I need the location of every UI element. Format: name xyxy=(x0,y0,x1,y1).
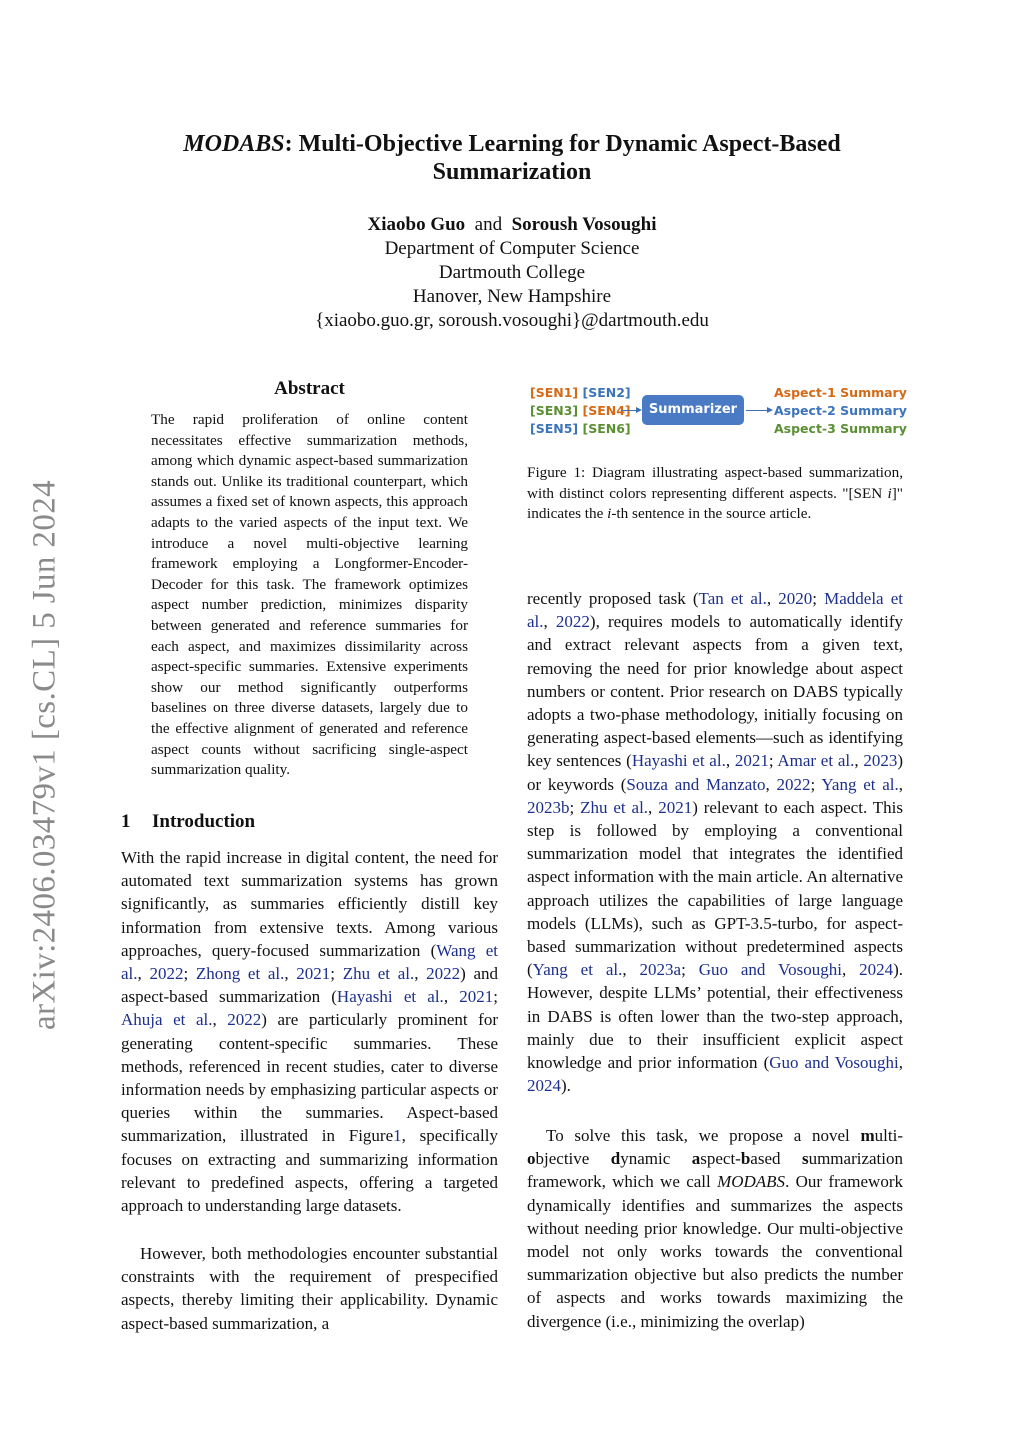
citation-link[interactable]: Guo and Vosoughi xyxy=(698,960,842,980)
aspect-summary-1: Aspect-1 Summary xyxy=(774,385,907,400)
author-1: Xiaobo Guo xyxy=(367,214,466,235)
citation-link[interactable]: 2022 xyxy=(555,612,590,632)
citation-link[interactable]: 2021 xyxy=(734,751,769,771)
sentence-row-2 xyxy=(530,403,631,418)
sentence-tag: [SEN2] xyxy=(582,385,631,400)
summarizer-box: Summarizer xyxy=(642,395,744,425)
title-modabs: MODABS xyxy=(183,131,285,157)
title-line2: Summarization xyxy=(432,159,592,185)
author-names xyxy=(212,213,812,237)
citation-link[interactable]: 2022 xyxy=(149,964,184,984)
citation-link[interactable]: Amar et al. xyxy=(777,751,855,771)
sentence-tag: [SEN6] xyxy=(582,421,631,436)
framework-name: MODABS xyxy=(717,1172,786,1192)
intro-paragraph-1: With the rapid increase in digital content, the need for automated text summarization systems has grown significantly, as summaries efficiently distill key information from extensive texts. Among various approaches, query-focused summarization (Wang et al., 2022; Zhong et al., 2021; Zhu et al., 2022) and aspect-based summarization (Hayashi et al., 2021; Ahuja et al., 2022) are particularly prominent for generating content-specific summaries. These methods, referenced in recent studies, cater to diverse information needs by emphasizing particular aspects or queries within the summaries. Aspect-based summarization, illustrated in Figure1, specifically focuses on extracting and summarizing information relevant to predefined aspects, offering a targeted approach to understanding large datasets. xyxy=(121,848,499,1216)
citation-link[interactable]: Zhu et al. xyxy=(342,964,415,984)
citation-link[interactable]: 2023 xyxy=(863,751,898,771)
section-heading-introduction xyxy=(121,811,255,833)
section-title: Introduction xyxy=(152,811,256,832)
author-2: Soroush Vosoughi xyxy=(511,214,657,235)
citation-link[interactable]: Souza and Manzato xyxy=(626,774,766,794)
citation-link[interactable]: 2024 xyxy=(859,960,894,980)
citation-link[interactable]: 2021 xyxy=(658,797,693,817)
sentence-row-3 xyxy=(530,421,631,436)
sentence-tag: [SEN4] xyxy=(582,403,631,418)
title-main: : Multi-Objective Learning for Dynamic Aspect-Based xyxy=(284,131,841,157)
section-number: 1 xyxy=(121,811,131,832)
citation-link[interactable]: Yang et al. xyxy=(821,774,899,794)
aspect-summary-2: Aspect-2 Summary xyxy=(774,403,907,418)
citation-link[interactable]: 2021 xyxy=(459,987,494,1007)
abstract-heading: Abstract xyxy=(274,378,345,399)
citation-link[interactable]: Guo and Vosoughi xyxy=(769,1053,899,1073)
sentence-tag: [SEN5] xyxy=(530,421,579,436)
citation-link[interactable]: 2024 xyxy=(527,1076,561,1096)
author-block xyxy=(212,213,812,333)
location: Hanover, New Hampshire xyxy=(412,286,612,307)
figure-ref-link[interactable]: 1 xyxy=(393,1126,402,1146)
citation-link[interactable]: Zhu et al. xyxy=(580,797,649,817)
citation-link[interactable]: Tan et al. xyxy=(698,589,767,608)
citation-link[interactable]: 2021 xyxy=(296,964,331,984)
citation-link[interactable]: Ahuja et al. xyxy=(121,1010,213,1030)
citation-link[interactable]: 2022 xyxy=(426,964,461,984)
sentence-row-1 xyxy=(530,385,631,400)
arxiv-id: arXiv:2406.03479v1 [cs.CL] 5 Jun 2024 xyxy=(26,479,63,1031)
aspect-summary-3: Aspect-3 Summary xyxy=(774,421,907,436)
sentence-tag: [SEN1] xyxy=(530,385,579,400)
citation-link[interactable]: Wang et al. xyxy=(121,940,498,984)
abstract-text: The rapid proliferation of online content necessitates effective summarization methods, among which dynamic aspect-based summarization stands out. Unlike its traditional counterpart, which assumes a fixed set of known aspects, this approach adapts to the varied aspects of the input text. We introduce a novel multi-objective learning framework employing a Longformer-Encoder-Decoder for this task. The framework optimizes aspect number prediction, minimizes disparity between generated and reference summaries for each aspect, and maximizes dissimilarity across aspect-specific summaries. Extensive experiments show our method significantly outperforms baselines on three diverse datasets, largely due to the effective alignment of generated and reference aspect counts without sacrificing single-aspect summarization quality. xyxy=(151,411,468,779)
output-arrow-icon xyxy=(746,410,771,411)
department: Department of Computer Science xyxy=(384,238,640,259)
intro-paragraph-2: However, both methodologies encounter substantial constraints with the requirement of prespecified aspects, thereby limiting their applicability. Dynamic aspect-based summarization, a xyxy=(121,1244,498,1333)
citation-link[interactable]: 2023a xyxy=(639,960,682,980)
input-arrow-icon xyxy=(621,410,640,411)
paper-title xyxy=(112,130,912,186)
citation-link[interactable]: 2022 xyxy=(776,774,811,794)
author-and: and xyxy=(474,214,503,235)
email: {xiaobo.guo.gr, soroush.vosoughi}@dartmouth.edu xyxy=(315,310,709,331)
citation-link[interactable]: 2022 xyxy=(227,1010,262,1030)
citation-link[interactable]: Maddela et al. xyxy=(527,589,903,632)
citation-link[interactable]: 2023b xyxy=(527,797,570,817)
college: Dartmouth College xyxy=(438,262,586,283)
figure-1-diagram xyxy=(527,382,907,442)
right-paragraph-2: To solve this task, we propose a novel multi-objective dynamic aspect-based summarization framework, which we call MODABS. Our framework dynamically identifies and summarizes the aspects without needing prior knowledge. Our multi-objective model not only works towards the conventional summarization objective but also predicts the number of aspects and works towards maximizing the divergence (i.e., minimizing the overlap) xyxy=(527,1126,903,1331)
sentence-tag: [SEN3] xyxy=(530,403,579,418)
citation-link[interactable]: Hayashi et al. xyxy=(336,987,444,1007)
citation-link[interactable]: Hayashi et al. xyxy=(631,751,726,771)
right-paragraph-1: recently proposed task (Tan et al., 2020; Maddela et al., 2022), requires models to automatically identify and extract relevant aspects from a given text, removing the need for prior knowledge about aspect numbers or content. Prior research on DABS typically adopts a two-phase methodology, initially focusing on generating aspect-based elements—such as identifying key sentences (Hayashi et al., 2021; Amar et al., 2023) or keywords (Souza and Manzato, 2022; Yang et al., 2023b; Zhu et al., 2021) relevant to each aspect. This step is followed by employing a conventional summarization model that integrates the identified aspect information with the main article. An alternative approach utilizes the capabilities of large language models (LLMs), such as GPT-3.5-turbo, for aspect-based summarization without predetermined aspects (Yang et al., 2023a; Guo and Vosoughi, 2024). However, despite LLMs’ potential, their effectiveness in DABS is often lower than the two-step approach, mainly due to their insufficient explicit aspect knowledge and prior information (Guo and Vosoughi, 2024). xyxy=(527,589,904,1096)
citation-link[interactable]: Zhong et al. xyxy=(195,964,285,984)
citation-link[interactable]: 2020 xyxy=(778,589,813,608)
figure-1-caption: Figure 1: Diagram illustrating aspect-based summarization, with distinct colors representing different aspects. "[SEN i]" indicates the i-th sentence in the source article. xyxy=(527,464,903,523)
citation-link[interactable]: Yang et al. xyxy=(532,960,623,980)
